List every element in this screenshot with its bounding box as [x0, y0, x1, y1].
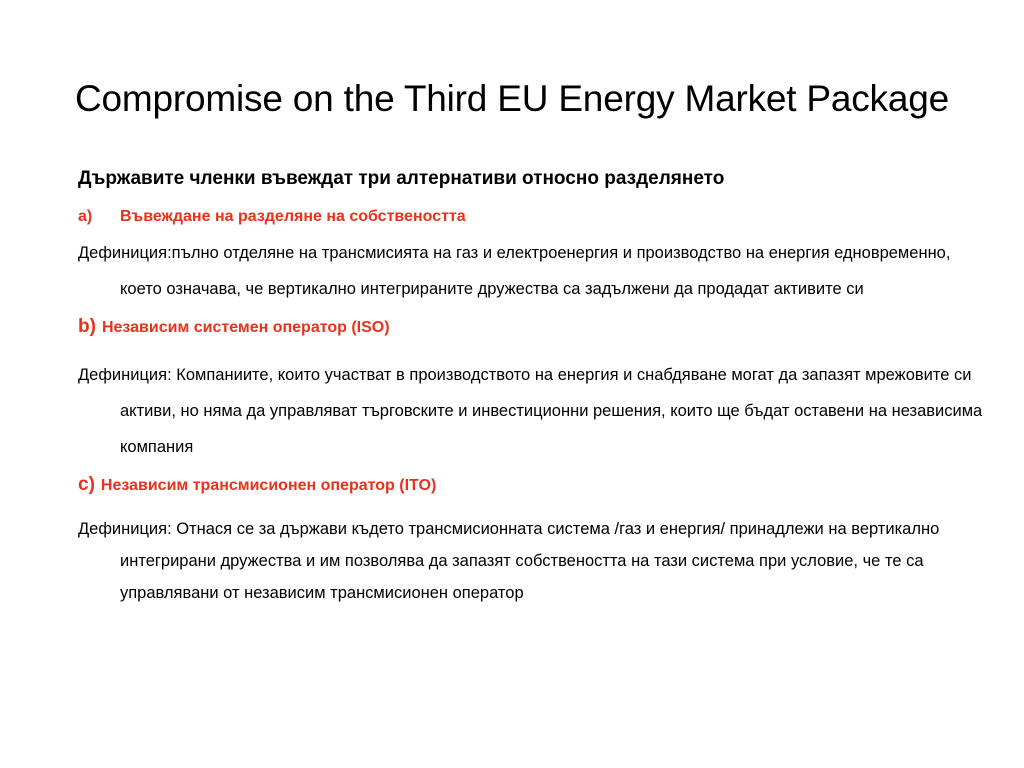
- option-a-letter: a): [78, 208, 93, 225]
- option-b-definition: Дефиниция: Компаниите, които участват в производството на енергия и снабдяване могат да запазят мрежовите си активи, но няма да управляват търговските и инвестиционни решения, които ще бъдат оставени на независима компания: [78, 366, 983, 456]
- option-b-title: Независим системен оператор (ISO): [101, 319, 390, 336]
- slide-body: [78, 160, 988, 609]
- option-c-letter: c): [78, 474, 95, 495]
- option-b-heading: [78, 313, 988, 357]
- option-a-heading: [78, 203, 988, 235]
- option-a-definition: Дефиниция:пълно отделяне на трансмисията на газ и електроенергия и производство на енергия едновременно, което означава, че вертикално интегрираните дружества са задължени да продадат активите си: [78, 244, 951, 298]
- intro-text: Държавите членки въвеждат три алтернативи относно разделянето: [78, 168, 725, 189]
- option-c-title: Независим трансмисионен оператор (ITO): [100, 477, 437, 494]
- slide-title: Compromise on the Third EU Energy Market Package: [75, 78, 949, 119]
- option-a-title: Въвеждане на разделяне на собствеността: [120, 208, 466, 225]
- option-c-definition: Дефиниция: Отнася се за държави където трансмисионната система /газ и енергия/ принадлежи на вертикално интегрирани дружества и им позволява да запазят собствеността на тази система при условие, че те са управлявани от независим трансмисионен оператор: [78, 520, 940, 602]
- option-c-heading: [78, 471, 988, 513]
- option-b-letter: b): [78, 316, 96, 337]
